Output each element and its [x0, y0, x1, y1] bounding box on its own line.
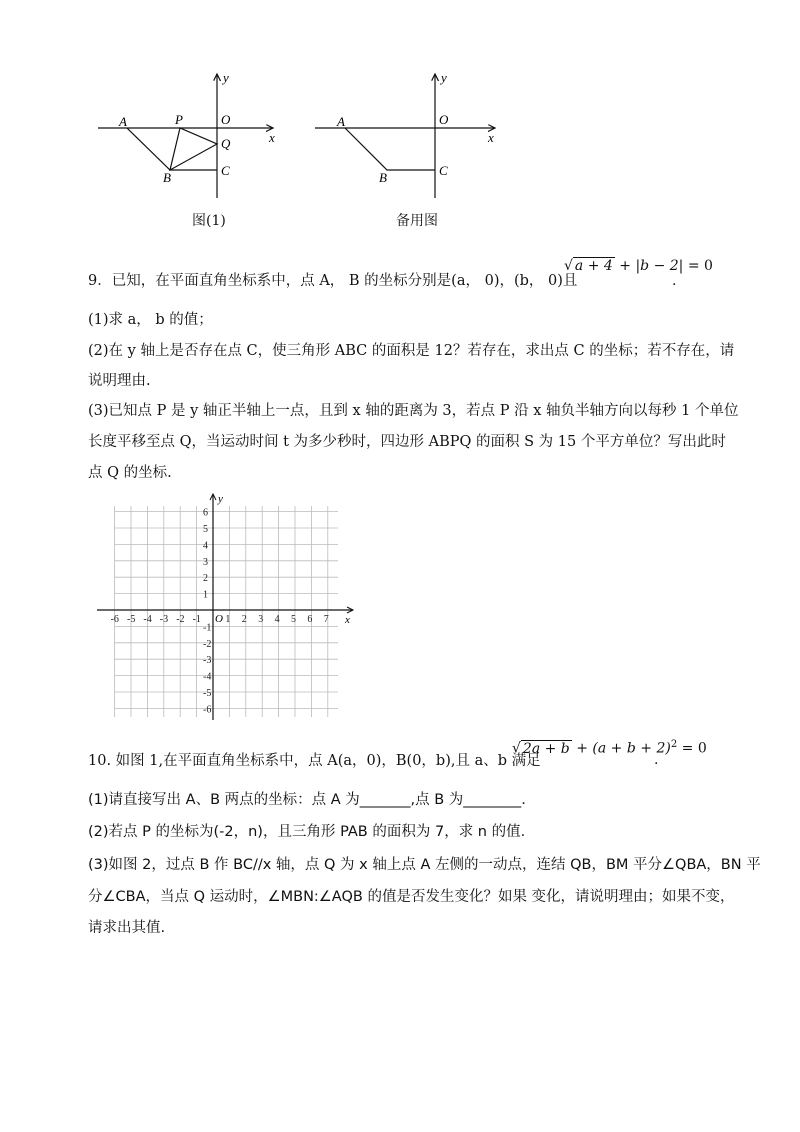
x-tick-label: 6: [307, 614, 313, 625]
x-tick-label: 7: [323, 614, 329, 625]
fig1-label-Q: Q: [221, 136, 231, 151]
q9-formula-period: .: [672, 273, 677, 289]
fig1-label-B: B: [163, 170, 171, 185]
origin-label: O: [215, 613, 223, 625]
fig1-label-C: C: [221, 163, 230, 178]
x-tick-label: 4: [274, 614, 280, 625]
fig2-label-O: O: [439, 112, 449, 127]
q9-formula: √ a + 4 + |b − 2| = 0: [564, 258, 713, 274]
y-tick-label: 5: [203, 524, 208, 535]
y-tick-label: -2: [203, 638, 212, 650]
coordinate-grid: [95, 492, 360, 724]
fig1-label-O: O: [221, 112, 231, 127]
fig2-label-A: A: [337, 114, 345, 129]
q9-part-3-line-3: 点 Q 的坐标.: [88, 465, 172, 481]
figure-1-caption: 图(1): [192, 213, 226, 229]
fig2-label-C: C: [439, 163, 448, 178]
fig1-label-x: x: [269, 130, 275, 145]
y-tick-label: -5: [203, 688, 212, 699]
q9-intro: 9．已知，在平面直角坐标系中，点 A， B 的坐标分别是(a， 0)，(b， 0)且: [88, 273, 578, 289]
x-tick-label: -2: [176, 614, 185, 625]
x-tick-label: 2: [241, 614, 247, 625]
q10-part-1: (1)请直接写出 A、B 两点的坐标：点 A 为_______,点 B 为________.: [88, 792, 526, 808]
y-tick-label: -1: [203, 622, 212, 634]
fig2-label-x: x: [488, 130, 494, 145]
q9-part-3-line-2: 长度平移至点 Q，当运动时间 t 为多少秒时，四边形 ABPQ 的面积 S 为 15 个平方单位？写出此时: [88, 434, 726, 450]
q10-part-3-line-3: 请求出其值.: [88, 920, 166, 936]
y-tick-label: 4: [203, 540, 208, 552]
q10-formula-period: .: [654, 752, 659, 768]
y-tick-label: -4: [203, 671, 212, 683]
x-tick-label: 1: [225, 614, 231, 625]
y-tick-label: 2: [203, 573, 208, 585]
x-tick-label: -6: [110, 614, 119, 625]
fig2-label-y: y: [441, 70, 447, 85]
q9-part-2-line-1: (2)在 y 轴上是否存在点 C，使三角形 ABC 的面积是 12？若存在，求出点 C 的坐标；若不存在，请: [88, 343, 735, 359]
figure-1: [95, 70, 295, 200]
y-axis-label: y: [218, 493, 223, 505]
x-tick-label: 5: [291, 614, 296, 625]
x-tick-label: -4: [143, 614, 152, 625]
y-tick-label: 1: [203, 589, 208, 601]
x-tick-label: -5: [127, 614, 136, 625]
q10-intro: 10. 如图 1,在平面直角坐标系中，点 A(a，0)，B(0，b),且 a、b 满足: [88, 753, 541, 769]
figure-2-caption: 备用图: [396, 213, 438, 229]
q9-part-2-line-2: 说明理由.: [88, 373, 151, 389]
y-tick-label: 6: [203, 507, 208, 519]
q10-formula: √ $2a + b + (a + b + 2)^2 = 0$: [512, 739, 707, 757]
q10-part-3-line-2: 分∠CBA，当点 Q 运动时，∠MBN:∠AQB 的值是否发生变化？如果 变化，请说明理由；如果不变，: [88, 889, 735, 905]
q9-part-1: (1)求 a， b 的值；: [88, 312, 213, 328]
figure-2: [312, 70, 512, 200]
fig1-label-A: A: [119, 114, 127, 129]
fig1-label-y: y: [223, 70, 229, 85]
q10-part-2: (2)若点 P 的坐标为(-2，n)，且三角形 PAB 的面积为 7，求 n 的值.: [88, 824, 526, 840]
y-tick-label: -6: [203, 704, 212, 716]
x-axis-label: x: [345, 614, 350, 626]
x-tick-label: -3: [159, 614, 169, 625]
x-tick-label: 3: [258, 614, 264, 625]
x-tick-label: -1: [192, 614, 201, 625]
q10-part-3-line-1: (3)如图 2，过点 B 作 BC//x 轴，点 Q 为 x 轴上点 A 左侧的一动点，连结 QB，BM 平分∠QBA，BN 平: [88, 857, 761, 873]
fig1-label-P: P: [175, 112, 183, 127]
q9-part-3-line-1: (3)已知点 P 是 y 轴正半轴上一点，且到 x 轴的距离为 3，若点 P 沿 x 轴负半轴方向以每秒 1 个单位: [88, 403, 739, 419]
y-tick-label: 3: [203, 556, 208, 568]
fig2-label-B: B: [379, 170, 387, 185]
y-tick-label: -3: [203, 655, 212, 667]
